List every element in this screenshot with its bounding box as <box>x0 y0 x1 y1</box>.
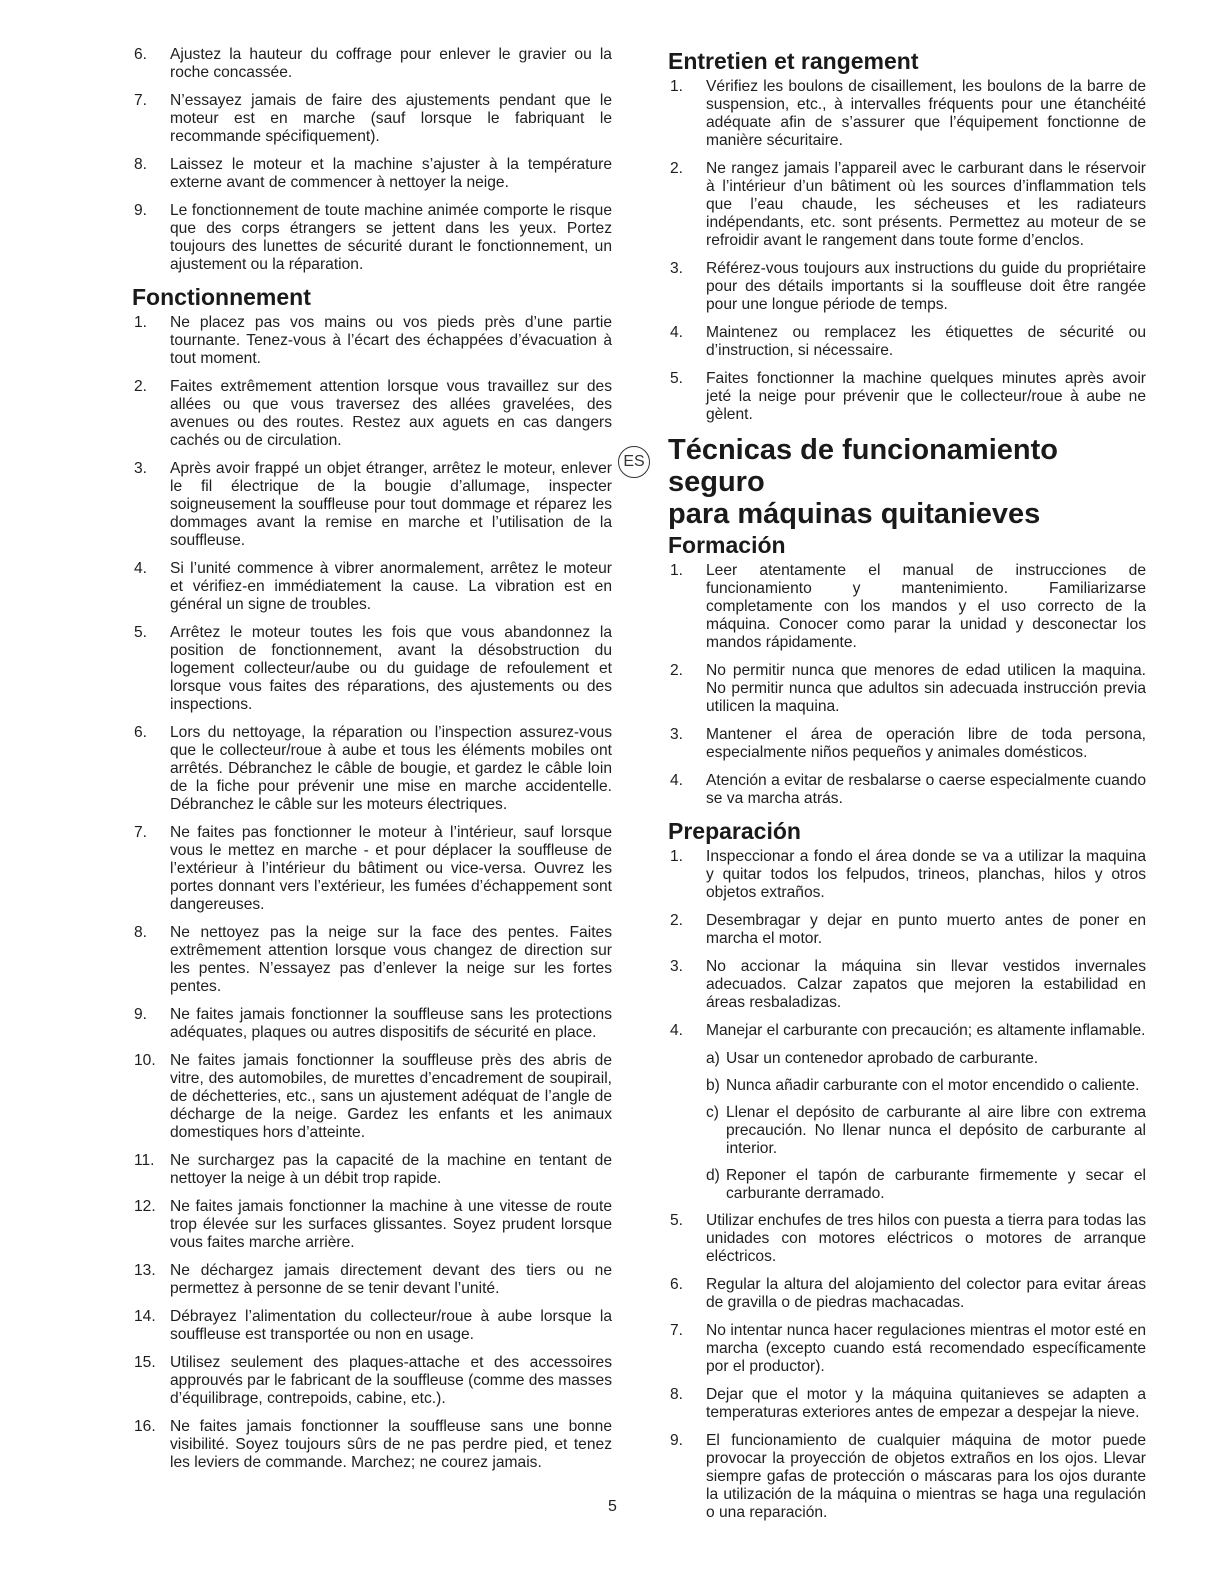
item-number: 1. <box>134 314 148 331</box>
item-text: Ne faites pas fonctionner le moteur à l’intérieur, sauf lorsque vous le mettez en marche - et pour déplacer la souffleuse de l’extérieur à l’intérieur du bâtiment ou vice-versa. Ouvrez les portes donnant vers l’extérieur, les fumées d’échappement sont dangereuses. <box>170 824 612 913</box>
item-number: 3. <box>670 958 684 975</box>
preparacion-list <box>668 848 1146 1522</box>
item-text: Ne placez pas vos mains ou vos pieds près d’une partie tournante. Tenez-vous à l’écart des échappées d’évacuation à tout moment. <box>170 314 612 367</box>
list-item <box>668 1167 1146 1203</box>
item-number: 4. <box>134 560 148 577</box>
item-text: Après avoir frappé un objet étranger, arrêtez le moteur, enlever le fil électrique de la bougie d’allumage, inspecter soigneusement la souffleuse pour tout dommage et réparez les dommages avant la remise en marche et l’utilisation de la souffleuse. <box>170 460 612 549</box>
right-column <box>623 46 1146 1532</box>
item-text: Ne faites jamais fonctionner la souffleuse sans les protections adéquates, plaques ou autres dispositifs de sécurité en place. <box>170 1006 612 1041</box>
item-text: Le fonctionnement de toute machine animée comporte le risque que des corps étrangers se jettent dans les yeux. Portez toujours des lunettes de sécurité durant le fonctionnement, un ajustement ou la réparation. <box>170 202 612 273</box>
left-list-continued <box>132 46 612 274</box>
item-number: 3. <box>670 726 684 743</box>
item-number: 7. <box>670 1322 684 1339</box>
item-number: 2. <box>134 378 148 395</box>
item-number: 2. <box>670 662 684 679</box>
list-item <box>132 460 612 550</box>
item-number: 14. <box>134 1308 156 1325</box>
list-item <box>132 46 612 82</box>
list-item <box>132 314 612 368</box>
item-text: Reponer el tapón de carburante firmemente y secar el carburante derramado. <box>726 1167 1146 1202</box>
item-number: c) <box>706 1104 719 1121</box>
item-text: Ne faites jamais fonctionner la souffleuse sans une bonne visibilité. Soyez toujours sûrs de ne pas perdre pied, et tenez les leviers de commande. Marchez; ne courez jamais. <box>170 1418 612 1471</box>
item-text: Débrayez l’alimentation du collecteur/roue à aube lorsque la souffleuse est transportée ou non en usage. <box>170 1308 612 1343</box>
item-text: No permitir nunca que menores de edad utilicen la maquina. No permitir nunca que adultos sin adecuada instrucción previa utilicen la maquina. <box>706 662 1146 715</box>
item-text: Ne rangez jamais l’appareil avec le carburant dans le réservoir à l’intérieur d’un bâtiment où les sources d’inflammation tels que l’eau chaude, les sécheuses et les radiateurs indépendants, etc. sont présents. Permettez au moteur de se refroidir avant le rangement dans toute forme d’enclos. <box>706 160 1146 249</box>
item-text: Maintenez ou remplacez les étiquettes de sécurité ou d’instruction, si nécessaire. <box>706 324 1146 359</box>
list-item <box>668 1050 1146 1068</box>
list-item <box>668 1104 1146 1158</box>
list-item <box>668 160 1146 250</box>
item-text: Mantener el área de operación libre de toda persona, especialmente niños pequeños y animales domésticos. <box>706 726 1146 761</box>
item-number: 1. <box>670 78 684 95</box>
list-item <box>668 1322 1146 1376</box>
heading-preparacion: Preparación <box>668 818 801 844</box>
heading-fonctionnement: Fonctionnement <box>132 284 311 310</box>
item-number: 6. <box>134 46 148 63</box>
item-number: 4. <box>670 324 684 341</box>
list-item <box>132 1052 612 1142</box>
list-item <box>132 1262 612 1298</box>
item-number: 9. <box>134 1006 148 1023</box>
item-number: 4. <box>670 772 684 789</box>
item-text: Ne déchargez jamais directement devant des tiers ou ne permettez à personne de se tenir devant l’unité. <box>170 1262 612 1297</box>
item-text: Usar un contenedor aprobado de carburante. <box>726 1050 1039 1067</box>
list-item <box>132 724 612 814</box>
item-number: 5. <box>670 1212 684 1229</box>
list-item <box>668 726 1146 762</box>
list-item <box>132 156 612 192</box>
item-number: 4. <box>670 1022 684 1039</box>
list-item <box>668 772 1146 808</box>
list-item <box>668 958 1146 1012</box>
item-number: 3. <box>134 460 148 477</box>
heading-formacion: Formación <box>668 532 786 558</box>
item-text: Faites fonctionner la machine quelques minutes après avoir jeté la neige pour prévenir que le collecteur/roue à aube ne gèlent. <box>706 370 1146 423</box>
item-text: No accionar la máquina sin llevar vestidos invernales adecuados. Calzar zapatos que mejoren la estabilidad en áreas resbaladizas. <box>706 958 1146 1011</box>
item-text: Faites extrêmement attention lorsque vous travaillez sur des allées ou que vous traversez des allées gravelées, des avenues ou des routes. Restez aux aguets en cas dangers cachés ou de circulation. <box>170 378 612 449</box>
list-item <box>132 202 612 274</box>
list-item <box>668 1276 1146 1312</box>
item-number: 7. <box>134 824 148 841</box>
item-text: Nunca añadir carburante con el motor encendido o caliente. <box>726 1077 1140 1094</box>
item-text: Ne faites jamais fonctionner la souffleuse près des abris de vitre, des automobiles, de murettes d’encadrement de soupirail, de déchetteries, etc., sans un ajustement adéquat de l’angle de décharge de la neige. Gardez les enfants et les animaux domestiques hors d’atteinte. <box>170 1052 612 1141</box>
list-item <box>132 924 612 996</box>
item-text: Desembragar y dejar en punto muerto antes de poner en marcha el motor. <box>706 912 1146 947</box>
item-text: Arrêtez le moteur toutes les fois que vous abandonnez la position de fonctionnement, avant la désobstruction du logement collecteur/aube ou du guidage de refoulement et lorsque vous faites des réparations, des ajustements ou des inspections. <box>170 624 612 713</box>
list-item <box>132 1198 612 1252</box>
list-item <box>668 260 1146 314</box>
item-text: Vérifiez les boulons de cisaillement, les boulons de la barre de suspension, etc., à intervalles fréquents pour une étanchéité adéquate afin de s’assurer que l’équipement fonctionne de manière sécuritaire. <box>706 78 1146 149</box>
item-text: Laissez le moteur et la machine s’ajuster à la température externe avant de commencer à nettoyer la neige. <box>170 156 612 191</box>
item-text: Regular la altura del alojamiento del colector para evitar áreas de gravilla o de piedras machacadas. <box>706 1276 1146 1311</box>
list-item <box>132 1418 612 1472</box>
item-number: 16. <box>134 1418 156 1435</box>
list-item <box>668 848 1146 902</box>
list-item <box>132 560 612 614</box>
list-item <box>132 1006 612 1042</box>
item-number: 6. <box>134 724 148 741</box>
item-text: Lors du nettoyage, la réparation ou l’inspection assurez-vous que le collecteur/roue à aube et tous les éléments mobiles ont arrêtés. Débranchez le câble de bougie, et gardez le câble loin de la fiche pour prévenir une mise en marche accidentelle. Débranchez le câble sur les moteurs électriques. <box>170 724 612 813</box>
left-column <box>132 46 612 1482</box>
item-number: 9. <box>670 1432 684 1449</box>
item-text: El funcionamiento de cualquier máquina de motor puede provocar la proyección de objetos extraños en los ojos. Llevar siempre gafas de protección o máscaras para los ojos durante la utilización de la máquina o mientras se haga una regulación o una reparación. <box>706 1432 1146 1521</box>
list-item <box>132 378 612 450</box>
list-item <box>132 824 612 914</box>
item-number: d) <box>706 1167 720 1184</box>
item-number: 7. <box>134 92 148 109</box>
page-number: 5 <box>608 1498 617 1515</box>
item-number: 8. <box>134 924 148 941</box>
item-text: Ne surchargez pas la capacité de la machine en tentant de nettoyer la neige à un débit trop rapide. <box>170 1152 612 1187</box>
list-item <box>668 1022 1146 1040</box>
item-number: 12. <box>134 1198 156 1215</box>
item-text: Inspeccionar a fondo el área donde se va a utilizar la maquina y quitar todos los felpudos, trineos, planchas, hilos y otros objetos extraños. <box>706 848 1146 901</box>
item-number: 9. <box>134 202 148 219</box>
item-text: Leer atentamente el manual de instrucciones de funcionamiento y mantenimiento. Familiarizarse completamente con los mandos y el uso correcto de la máquina. Conocer como parar la unidad y desconectar los mandos rápidamente. <box>706 562 1146 651</box>
item-text: Utilizar enchufes de tres hilos con puesta a tierra para todas las unidades con motores eléctricos o motores de arranque eléctricos. <box>706 1212 1146 1265</box>
list-item <box>668 912 1146 948</box>
item-number: 6. <box>670 1276 684 1293</box>
entretien-list <box>668 78 1146 424</box>
item-number: 8. <box>670 1386 684 1403</box>
fonctionnement-list <box>132 314 612 1472</box>
item-number: 2. <box>670 160 684 177</box>
item-text: N’essayez jamais de faire des ajustements pendant que le moteur est en marche (sauf lorsque le fabriquant le recommande spécifiquement). <box>170 92 612 145</box>
list-item <box>668 662 1146 716</box>
item-text: Référez-vous toujours aux instructions du guide du propriétaire pour des détails importants si la souffleuse doit être rangée pour une longue période de temps. <box>706 260 1146 313</box>
item-text: Si l’unité commence à vibrer anormalement, arrêtez le moteur et vérifiez-en immédiatement la cause. La vibration est en général un signe de troubles. <box>170 560 612 613</box>
list-item <box>668 370 1146 424</box>
item-number: 3. <box>670 260 684 277</box>
formacion-list <box>668 562 1146 808</box>
list-item <box>668 78 1146 150</box>
item-text: Llenar el depósito de carburante al aire libre con extrema precaución. No llenar nunca el depósito de carburante al interior. <box>726 1104 1146 1157</box>
item-text: Utilisez seulement des plaques-attache et des accessoires approuvés par le fabricant de la souffleuse (comme des masses d’équilibrage, contrepoids, cabine, etc.). <box>170 1354 612 1407</box>
title-line-2: para máquinas quitanieves <box>668 498 1041 530</box>
list-item <box>668 1432 1146 1522</box>
heading-entretien-rangement: Entretien et rangement <box>668 48 919 74</box>
item-number: 1. <box>670 562 684 579</box>
item-text: Manejar el carburante con precaución; es altamente inflamable. <box>706 1022 1146 1039</box>
item-number: 13. <box>134 1262 156 1279</box>
list-item <box>668 562 1146 652</box>
list-item <box>132 1354 612 1408</box>
item-number: b) <box>706 1077 720 1094</box>
item-number: 15. <box>134 1354 156 1371</box>
item-number: 11. <box>134 1152 155 1169</box>
list-item <box>132 92 612 146</box>
item-text: Ajustez la hauteur du coffrage pour enlever le gravier ou la roche concassée. <box>170 46 612 81</box>
list-item <box>668 1212 1146 1266</box>
list-item <box>132 1308 612 1344</box>
item-text: Dejar que el motor y la máquina quitanieves se adapten a temperaturas exteriores antes de empezar a despejar la nieve. <box>706 1386 1146 1421</box>
item-text: No intentar nunca hacer regulaciones mientras el motor esté en marcha (excepto cuando está recomendado específicamente por el productor). <box>706 1322 1146 1375</box>
title-line-1: Técnicas de funcionamiento seguro <box>668 434 1058 498</box>
item-text: Ne nettoyez pas la neige sur la face des pentes. Faites extrêmement attention lorsque vous changez de direction sur les pentes. N’essayez pas d’enlever la neige sur les fortes pentes. <box>170 924 612 995</box>
item-number: 1. <box>670 848 684 865</box>
item-number: 5. <box>670 370 684 387</box>
list-item <box>132 1152 612 1188</box>
spanish-section-title <box>623 434 1146 530</box>
item-number: 10. <box>134 1052 156 1069</box>
item-number: a) <box>706 1050 720 1067</box>
item-text: Atención a evitar de resbalarse o caerse especialmente cuando se va marcha atrás. <box>706 772 1146 807</box>
language-es-badge: ES <box>618 446 650 478</box>
list-item <box>668 1386 1146 1422</box>
list-item <box>132 624 612 714</box>
list-item <box>668 1077 1146 1095</box>
item-number: 2. <box>670 912 684 929</box>
item-number: 5. <box>134 624 148 641</box>
item-text: Ne faites jamais fonctionner la machine à une vitesse de route trop élevée sur les surfaces glissantes. Soyez prudent lorsque vous faites marche arrière. <box>170 1198 612 1251</box>
list-item <box>668 324 1146 360</box>
item-number: 8. <box>134 156 148 173</box>
